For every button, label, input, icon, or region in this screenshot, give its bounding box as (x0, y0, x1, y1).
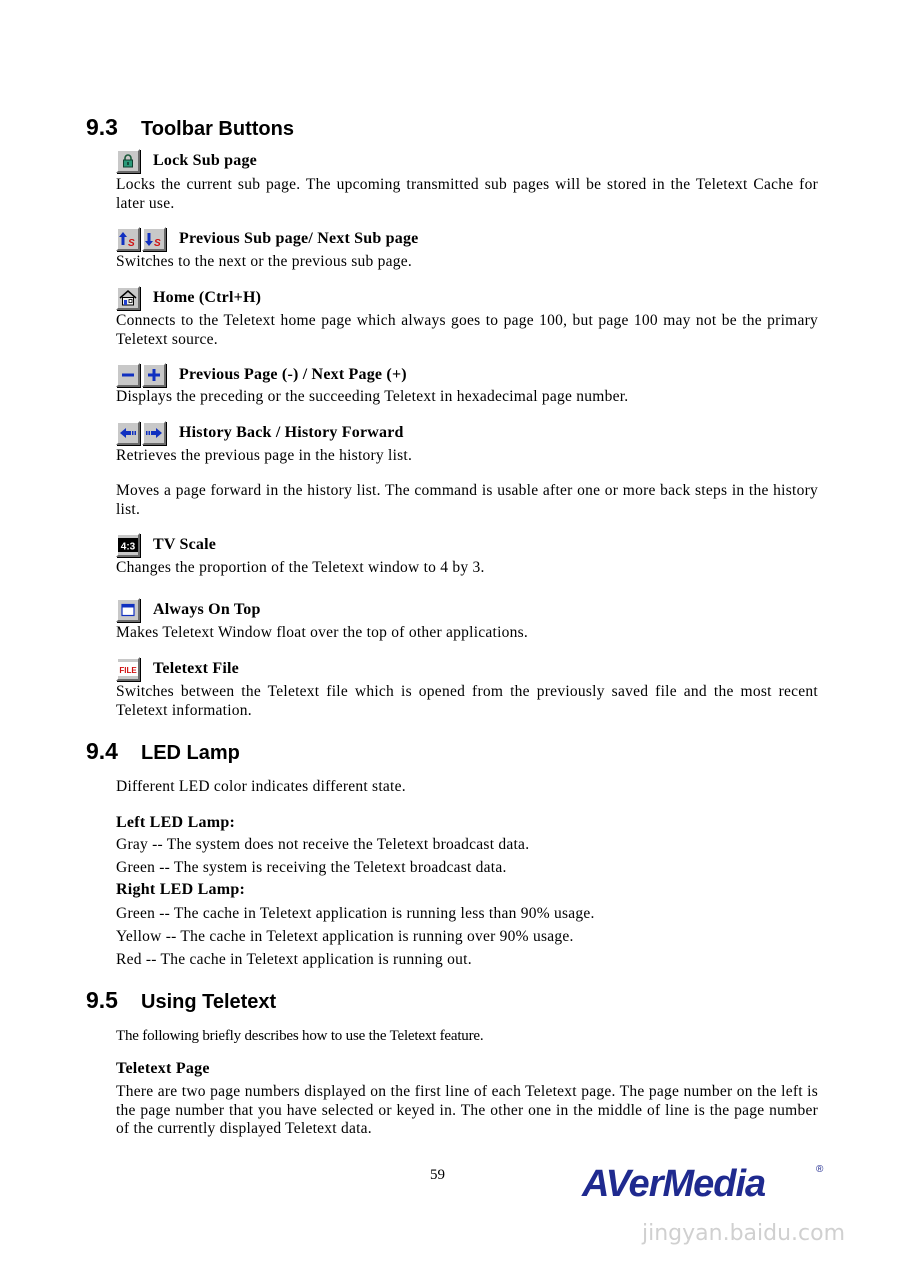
next-sub-page-icon (142, 227, 166, 251)
logo-text: AVerMedia (582, 1163, 766, 1205)
right-led-line: Green -- The cache in Teletext application is running less than 90% usage. (116, 905, 595, 922)
history-back-icon (116, 421, 140, 445)
item-description-2: Moves a page forward in the history list. The command is usable after one or more back steps in the history list. (116, 482, 818, 518)
item-always-on-top (116, 597, 261, 623)
teletext-page-paragraph: There are two page numbers displayed on the first line of each Teletext page. The page number on the left is the page number that you have selected or keyed in. The other one in the middle of line is the page number of the currently displayed Teletext data. (116, 1083, 818, 1137)
section-heading-9-5 (86, 987, 276, 1014)
avermedia-logo (580, 1158, 830, 1213)
window-icon (116, 598, 140, 622)
item-tv-scale (116, 532, 216, 558)
item-lock-sub-page (116, 148, 257, 174)
led-intro: Different LED color indicates different state. (116, 778, 406, 795)
left-led-heading: Left LED Lamp: (116, 814, 236, 831)
section-number: 9.4 (86, 738, 118, 764)
section-heading-9-3 (86, 114, 294, 141)
item-description: Connects to the Teletext home page which always goes to page 100, but page 100 may not be the primary Teletext source. (116, 312, 818, 348)
section-title: LED Lamp (141, 742, 240, 764)
minus-icon (116, 363, 140, 387)
sub-page-letter: S (154, 238, 161, 247)
right-led-line: Yellow -- The cache in Teletext application is running over 90% usage. (116, 928, 574, 945)
file-icon-text: FILE (119, 666, 137, 675)
lock-icon (116, 149, 140, 173)
history-forward-icon (142, 421, 166, 445)
logo-registered-mark: ® (816, 1164, 824, 1175)
item-description: Switches to the next or the previous sub page. (116, 253, 413, 270)
left-led-line: Gray -- The system does not receive the Teletext broadcast data. (116, 836, 530, 853)
item-label: Home (Ctrl+H) (153, 289, 262, 306)
item-label: History Back / History Forward (179, 424, 404, 441)
tv-scale-icon (116, 533, 140, 557)
right-led-heading: Right LED Lamp: (116, 881, 246, 898)
section-number: 9.3 (86, 114, 118, 140)
section-title: Using Teletext (141, 991, 277, 1013)
item-description: Switches between the Teletext file which is opened from the previously saved file and the most recent Teletext information. (116, 683, 818, 719)
tv-scale-text: 4:3 (120, 541, 136, 553)
item-teletext-file (116, 656, 239, 682)
previous-sub-page-icon (116, 227, 140, 251)
page-number: 59 (430, 1167, 445, 1183)
item-sub-page-nav (116, 226, 418, 252)
item-label: Previous Page (-) / Next Page (+) (179, 366, 407, 383)
item-description: Makes Teletext Window float over the top of other applications. (116, 624, 529, 641)
section-number: 9.5 (86, 987, 118, 1013)
teletext-intro: The following briefly describes how to use the Teletext feature. (116, 1028, 484, 1044)
item-description: Changes the proportion of the Teletext window to 4 by 3. (116, 559, 485, 576)
baidu-watermark (638, 1212, 853, 1257)
home-icon (116, 286, 140, 310)
right-led-line: Red -- The cache in Teletext application is running out. (116, 951, 472, 968)
left-led-line: Green -- The system is receiving the Teletext broadcast data. (116, 859, 507, 876)
item-description: Displays the preceding or the succeeding Teletext in hexadecimal page number. (116, 388, 629, 405)
item-label: Lock Sub page (153, 152, 257, 169)
teletext-page-heading: Teletext Page (116, 1060, 210, 1077)
item-home (116, 285, 261, 311)
section-title: Toolbar Buttons (141, 118, 294, 140)
section-heading-9-4 (86, 738, 240, 765)
item-label: Teletext File (153, 660, 239, 677)
item-description: Retrieves the previous page in the history list. (116, 447, 413, 464)
item-label: Previous Sub page/ Next Sub page (179, 230, 419, 247)
sub-page-letter: S (128, 238, 135, 247)
file-icon (116, 657, 140, 681)
item-label: Always On Top (153, 601, 261, 618)
item-page-nav (116, 362, 407, 388)
item-description: Locks the current sub page. The upcoming transmitted sub pages will be stored in the Teletext Cache for later use. (116, 176, 818, 212)
item-history (116, 420, 404, 446)
plus-icon (142, 363, 166, 387)
item-label: TV Scale (153, 536, 217, 553)
watermark-url: jingyan.baidu.com (642, 1221, 846, 1246)
